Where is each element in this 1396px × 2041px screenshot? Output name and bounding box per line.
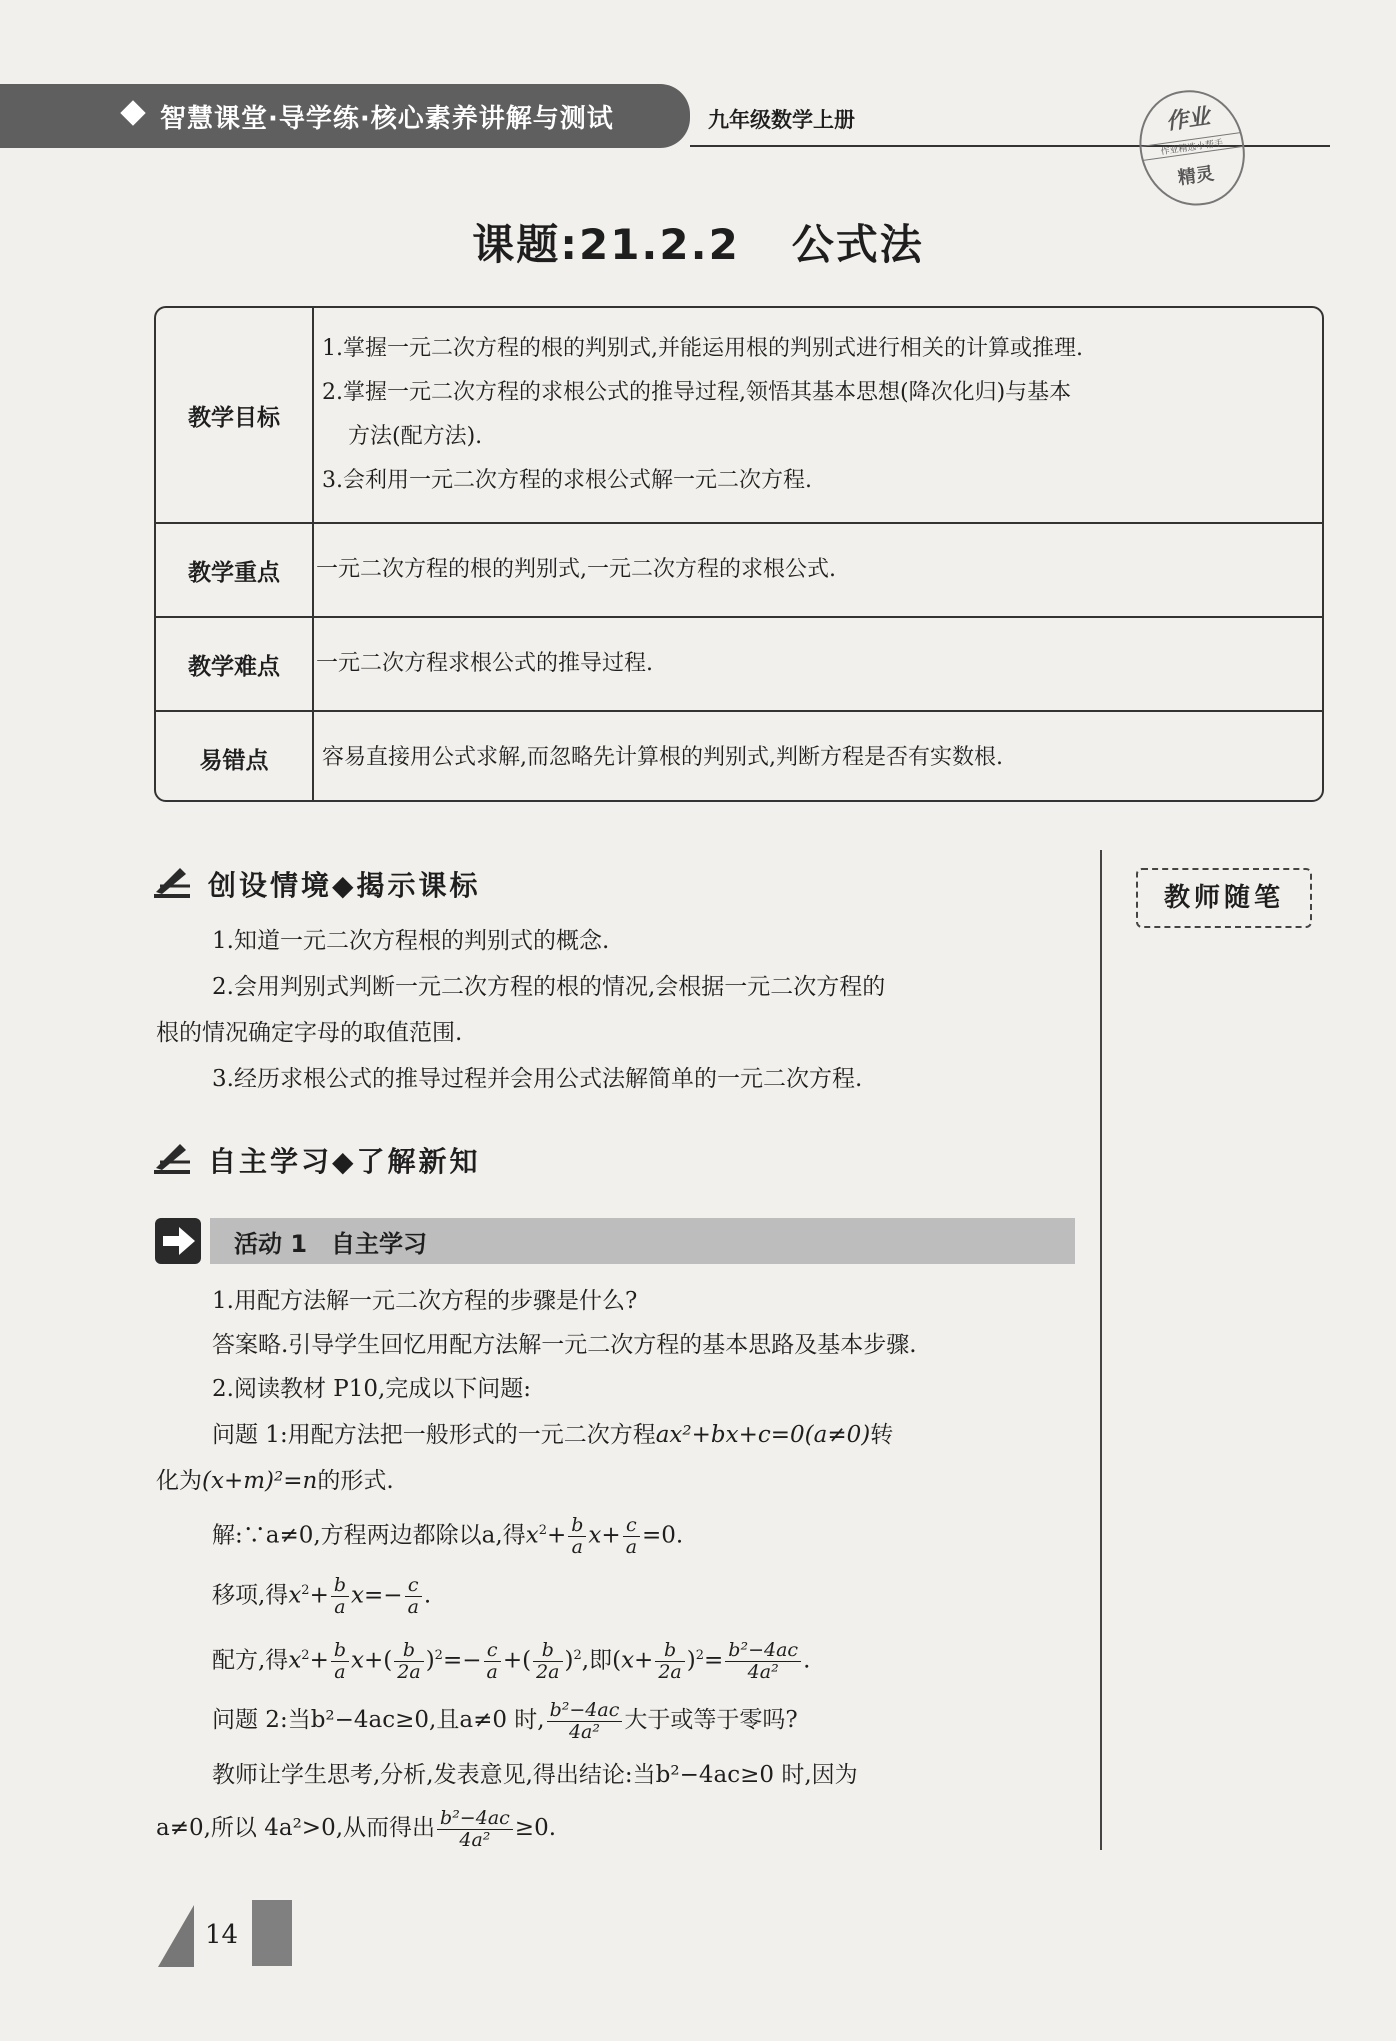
- row-content: 一元二次方程求根公式的推导过程.: [316, 651, 653, 676]
- conclusion-line-2: a≠0,所以 4a²>0,从而得出 $\frac{\text{b²−4ac}}{\text{4a²}}$ ≥0.: [156, 1806, 557, 1851]
- teacher-notes-label: 教师随笔: [1136, 868, 1312, 928]
- intro-item: 1.知道一元二次方程根的判别式的概念.: [212, 928, 610, 954]
- table-row: [156, 524, 1322, 618]
- page-title: 课题:21.2.2 公式法: [472, 220, 924, 269]
- problem-1-line-2: 化为(x+m)²=n的形式.: [156, 1468, 394, 1494]
- row-content: 1.掌握一元二次方程的根的判别式,并能运用根的判别式进行相关的计算或推理. 2.掌握一元二次方程的求根公式的推导过程,领悟其基本思想(降次化归)与基本 方法(配方法). 3.会利用一元二次方程的求根公式解一元二次方程.: [322, 336, 1083, 493]
- intro-item: 3.经历求根公式的推导过程并会用公式法解简单的一元二次方程.: [212, 1066, 863, 1092]
- problem-2: 问题 2:当b²−4ac≥0,且a≠0 时, $\frac{\text{b²−4ac}}{\text{4a²}}$ 大于或等于零吗?: [212, 1698, 798, 1743]
- row-label: 教学难点: [156, 618, 314, 710]
- question-2: 2.阅读教材 P10,完成以下问题:: [212, 1376, 532, 1402]
- problem-1-line-1: 问题 1:用配方法把一般形式的一元二次方程ax²+bx+c=0(a≠0)转: [212, 1422, 894, 1448]
- table-row: [156, 618, 1322, 712]
- footer-block: [252, 1900, 292, 1966]
- pencil-icon: [150, 864, 194, 900]
- objectives-table: [154, 306, 1324, 802]
- series-title: 智慧课堂·导学练·核心素养讲解与测试: [160, 104, 614, 134]
- row-content: 容易直接用公式求解,而忽略先计算根的判别式,判断方程是否有实数根.: [322, 745, 1003, 770]
- row-label: 教学重点: [156, 524, 314, 616]
- sidebar-divider: [1100, 850, 1102, 1850]
- conclusion-line-1: 教师让学生思考,分析,发表意见,得出结论:当b²−4ac≥0 时,因为: [212, 1762, 858, 1788]
- intro-item: 2.会用判别式判断一元二次方程的根的情况,会根据一元二次方程的: [212, 974, 886, 1000]
- solution-step-move: 移项,得$x^2+$ $\frac{b}{a}$ x=− $\frac{c}{a}$ .: [212, 1574, 432, 1619]
- watermark-stamp: 作业 作业精选小帮手 精灵: [1132, 83, 1251, 212]
- question-1: 1.用配方法解一元二次方程的步骤是什么?: [212, 1288, 638, 1314]
- row-label: 教学目标: [156, 308, 314, 522]
- arrow-right-icon: [155, 1218, 201, 1264]
- pencil-icon: [150, 1140, 194, 1176]
- row-label: 易错点: [156, 712, 314, 802]
- section-heading-selfstudy: 自主学习◆了解新知: [208, 1145, 481, 1178]
- solution-step-complete: 配方,得$x^2+$ $\frac{b}{a}$ x+( $\frac{b}{2a}$ )$^2$=− $\frac{c}{a}$ +( $\frac{b}{2a}$ )$^2$,即(x+ $\frac{b}{2a}$ )$^2$= $\frac{\text{b²−4ac}}{\text{4a²}}$ .: [212, 1639, 811, 1684]
- solution-step-divide: 解:∵a≠0,方程两边都除以a,得$x^2+$ $\frac{b}{a}$ x+ $\frac{c}{a}$ =0.: [212, 1514, 684, 1559]
- grade-subject: 九年级数学上册: [708, 107, 855, 132]
- activity-label: 活动 1 自主学习: [234, 1230, 428, 1258]
- footer-wedge: [158, 1905, 194, 1967]
- section-heading-intro: 创设情境◆揭示课标: [208, 869, 481, 902]
- table-row: [156, 712, 1322, 802]
- answer-1: 答案略.引导学生回忆用配方法解一元二次方程的基本思路及基本步骤.: [212, 1332, 917, 1358]
- page-number: 14: [205, 1920, 239, 1950]
- intro-item: 根的情况确定字母的取值范围.: [156, 1020, 463, 1046]
- table-row: [156, 308, 1322, 524]
- row-content: 一元二次方程的根的判别式,一元二次方程的求根公式.: [316, 557, 836, 582]
